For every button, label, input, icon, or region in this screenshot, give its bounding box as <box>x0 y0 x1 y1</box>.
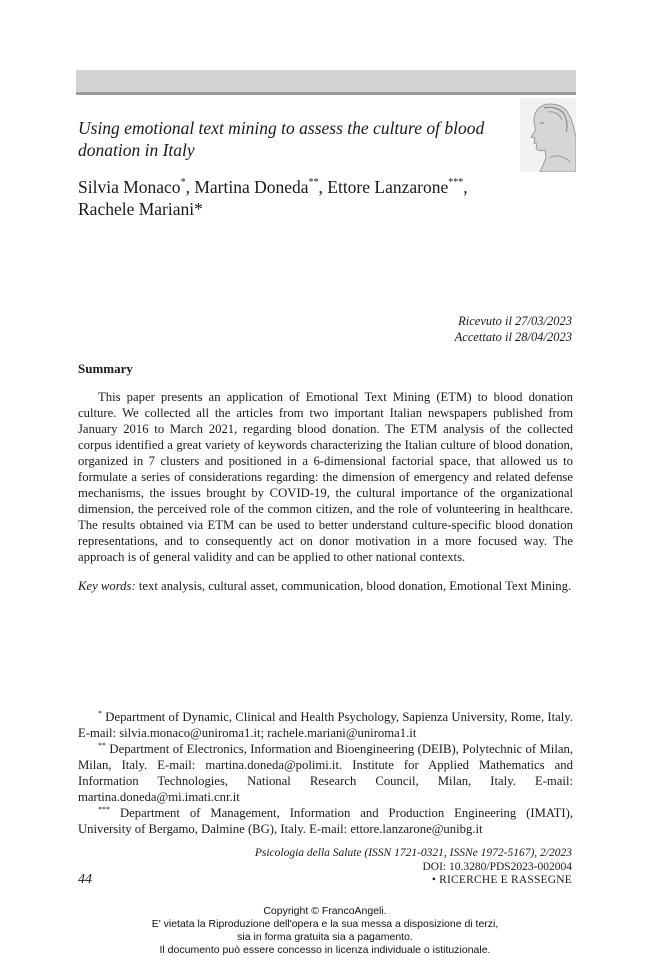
footnote <box>78 741 573 805</box>
footnote-text: Department of Management, Information and Production Engineering (IMATI), University of Bergamo, Dalmine (BG), Italy. E-mail: ettore.lanzarone@unibg.it <box>78 806 574 836</box>
keywords <box>78 578 573 594</box>
copyright-line: sia in forma gratuita sia a pagamento. <box>237 931 413 943</box>
footnote-mark: ** <box>98 740 106 750</box>
keywords-text: text analysis, cultural asset, communication, blood donation, Emotional Text Mining. <box>138 579 572 593</box>
author-affiliation-mark: *** <box>448 177 464 189</box>
copyright-line: E' vietata la Riproduzione dell'opera e la sua messa a disposizione di terzi, <box>151 918 499 930</box>
article-title: Using emotional text mining to assess the culture of blood donation in Italy <box>78 118 485 160</box>
doi: DOI: 10.3280/PDS2023-002004 <box>422 861 572 873</box>
received-date: Ricevuto il 27/03/2023 <box>458 314 572 328</box>
copyright-line: Copyright © FrancoAngeli. <box>263 905 387 917</box>
author-affiliation-mark: * <box>194 199 203 219</box>
footnote-text: Department of Dynamic, Clinical and Health Psychology, Sapienza University, Rome, Italy. E-mail: silvia.monaco@uniroma1.it; rachele.mariani@uniroma1.it <box>78 710 574 740</box>
footnote <box>78 709 573 741</box>
copyright-line: Il documento può essere concesso in licenza individuale o istituzionale. <box>159 944 491 956</box>
author-list: Silvia Monaco*, Martina Doneda**, Ettore Lanzarone***, Rachele Mariani* <box>78 177 468 219</box>
section-label: • RICERCHE E RASSEGNE <box>431 874 572 886</box>
header-band <box>76 70 576 92</box>
footnote-mark: * <box>98 708 102 718</box>
journal-citation: Psicologia della Salute (ISSN 1721-0321, ISSNe 1972-5167), 2/2023 <box>254 847 572 859</box>
footnote-text: Department of Electronics, Information and Bioengineering (DEIB), Polytechnic of Milan, Milan, Italy. E-mail: martina.doneda@polimi.it. Institute for Applied Mathematics and Information Technologies, National Research Council, Milan, Italy. E-mail: martina.doneda@mi.imati.cnr.it <box>78 742 573 804</box>
author-affiliation-mark: * <box>180 177 186 189</box>
accepted-date: Accettato il 28/04/2023 <box>454 330 572 344</box>
author-name: Ettore Lanzarone <box>327 177 449 197</box>
keywords-label: Key words: <box>78 579 136 593</box>
abstract-text: This paper presents an application of Emotional Text Mining (ETM) to blood donation culture. We collected all the articles from two important Italian newspapers published from January 2016 to March 2021, regarding blood donation. The ETM analysis of the collected corpus identified a great variety of keywords characterizing the Italian culture of blood donation, organized in 7 clusters and positioned in a 6-dimensional factorial space, that allowed us to formulate a series of considerations regarding: the dimension of emergency and related defense mechanisms, the issues brought by COVID-19, the cultural importance of the organizational dimension, the perceived role of the common citizen, and the role of volunteering in healthcare. The results obtained via ETM can be used to better understand culture-specific blood donation representations, and to consequently act on donor motivation in a more focused way. The approach is of general validity and can be applied to other national contexts. <box>78 390 573 564</box>
copyright-notice <box>0 905 650 957</box>
summary-heading: Summary <box>78 361 133 376</box>
page-number: 44 <box>78 872 92 887</box>
footnotes <box>78 709 573 837</box>
footnote-mark: *** <box>98 804 110 814</box>
author-name: Rachele Mariani <box>78 199 195 219</box>
author-name: Martina Doneda <box>194 177 309 197</box>
author-name: Silvia Monaco <box>78 177 181 197</box>
classical-profile-portrait-icon <box>520 98 576 172</box>
author-affiliation-mark: ** <box>308 177 319 189</box>
footnote <box>78 805 573 837</box>
submission-dates <box>455 313 572 345</box>
header-rule <box>76 92 576 95</box>
